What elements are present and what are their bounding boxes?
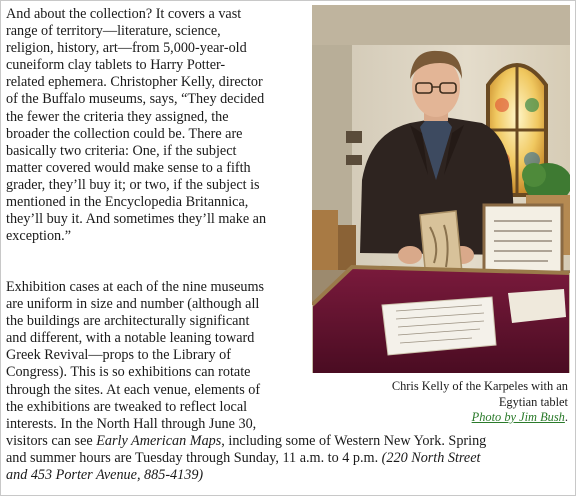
photo-credit: Photo by Jim Bush. — [471, 410, 568, 425]
exhibitions-line-2: are uniform in size and number (although all — [6, 296, 260, 313]
collection-line-2: range of territory—literature, science, — [6, 23, 221, 40]
exhibition-title: Early American Maps — [96, 433, 222, 449]
exhibitions-line-9: interests. In the North Hall through June 30, — [6, 415, 257, 432]
exhibitions-line-3: the buildings are architecturally significant — [6, 313, 250, 330]
photo-illustration — [312, 5, 570, 373]
article-photo — [312, 5, 570, 373]
continuation-line-1: visitors can see Early American Maps, including some of Western New York. Spring — [6, 433, 487, 449]
continuation-line-3 — [6, 467, 572, 484]
exhibitions-line-4: and different, with a notable leaning toward — [6, 330, 255, 347]
exhibitions-line-5: Greek Revival—props to the Library of — [6, 347, 231, 364]
collection-line-3: religion, history, art—from 5,000-year-old — [6, 40, 247, 57]
exhibitions-line-7: through the sites. At each venue, elements of — [6, 381, 261, 398]
collection-line-7: the fewer the criteria they assigned, the — [6, 108, 229, 125]
photo-caption — [312, 379, 568, 426]
address-phone-text: and 453 Porter Avenue, 885-4139) — [6, 467, 204, 484]
address-text: (220 North Street — [381, 450, 481, 467]
collection-line-6: of the Buffalo museums, says, “They decided — [6, 91, 265, 108]
article-paragraph-exhibitions — [6, 279, 308, 433]
exhibitions-line-8: the exhibitions are tweaked to reflect local — [6, 398, 248, 415]
collection-line-9: basically two criteria: One, if the subject — [6, 142, 237, 159]
collection-line-11: grader, they’ll buy it; or two, if the subject is — [6, 176, 260, 193]
exhibitions-line-6: Congress). This is so exhibitions can rotate — [6, 364, 251, 381]
article-paragraph-continuation — [6, 433, 572, 484]
collection-line-10: matter covered would make sense to a fifth — [6, 159, 251, 176]
collection-line-13: they’ll buy it. And sometimes they’ll make an — [6, 211, 267, 228]
exhibitions-line-1: Exhibition cases at each of the nine museums — [6, 279, 265, 295]
article-paragraph-collection — [6, 6, 308, 245]
caption-line-2: Egytian tablet — [498, 394, 568, 409]
photo-credit-link[interactable]: Photo by Jim Bush — [471, 410, 565, 425]
collection-line-8: broader the collection could be. There are — [6, 125, 243, 142]
continuation-line-2: and summer hours are Tuesday through Sunday, 11 a.m. to 4 p.m. (220 North Street — [6, 450, 481, 467]
collection-line-14: exception.” — [6, 228, 71, 245]
caption-line-1: Chris Kelly of the Karpeles with an — [391, 379, 568, 393]
collection-line-4: cuneiform clay tablets to Harry Potter- — [6, 57, 226, 74]
collection-line-12: mentioned in the Encyclopedia Britannica, — [6, 194, 249, 211]
collection-line-5: related ephemera. Christopher Kelly, director — [6, 74, 263, 91]
collection-line-1: And about the collection? It covers a vast — [6, 6, 242, 22]
